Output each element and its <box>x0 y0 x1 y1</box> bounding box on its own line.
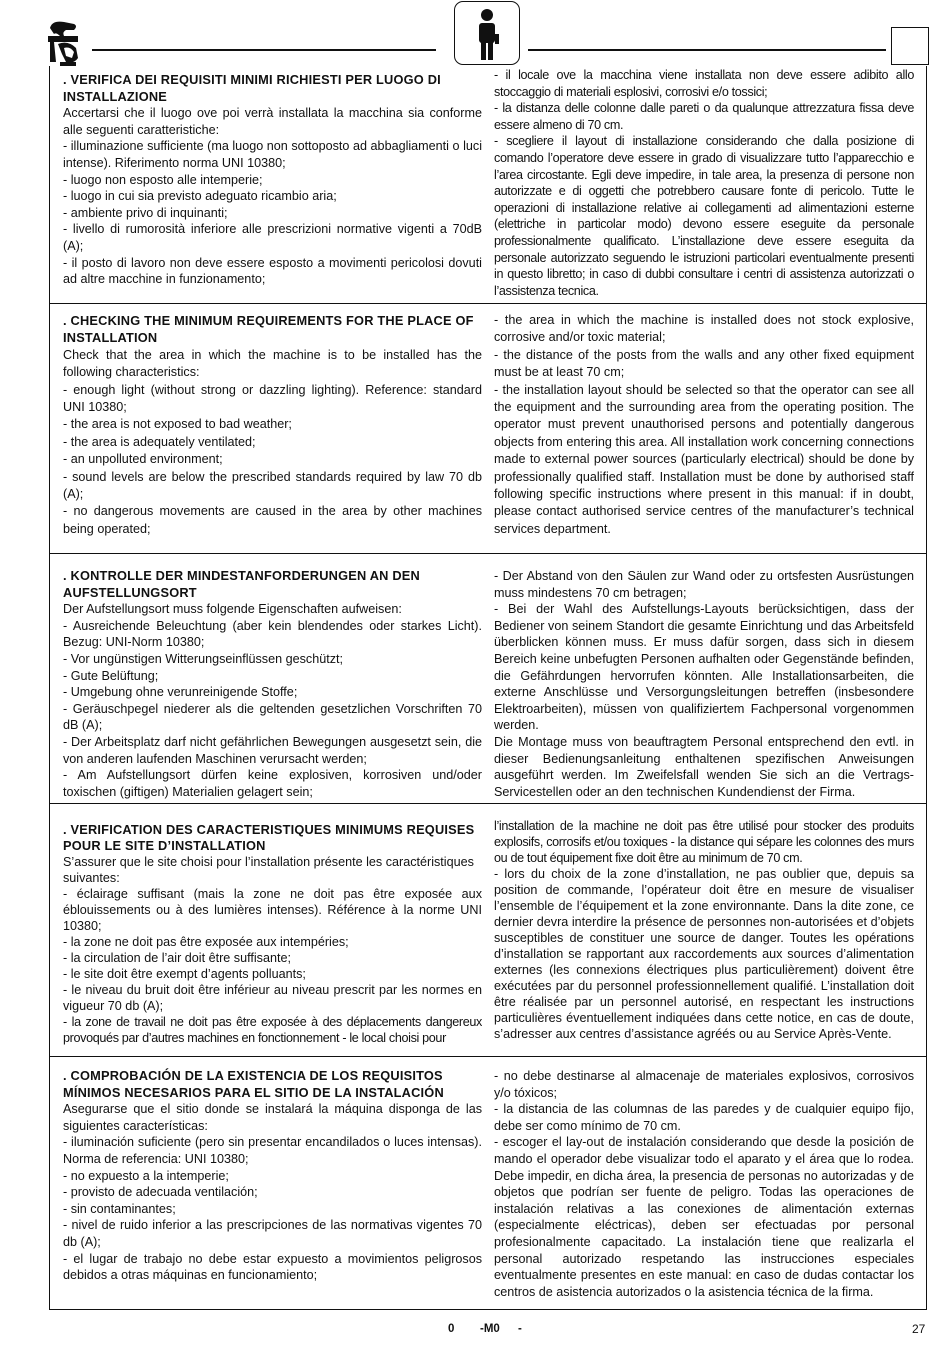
list-item: - Gute Belüftung; <box>63 668 159 683</box>
section-en-left <box>63 312 482 548</box>
section-es-right <box>494 1068 914 1306</box>
list-item: - Umgebung ohne verunreinigende Stoffe; <box>63 685 298 700</box>
header-rule-left <box>92 49 436 51</box>
list-item: - the distance of the posts from the walls and any other fixed equipment must be at least 70 cm; <box>494 347 914 380</box>
list-item: - scegliere il layout di installazione considerando che dalla posizione di comando l’operatore deve essere in grado di visualizzare tutto l’apparecchio e l’area circostante. Egli deve impedire, in tale area, la presenza di persone non autorizzate e di oggetti che potrebbero causare fonte di pericolo. Tutte le operazioni di installazione relative ai collegamenti ad alimentazioni esterne (elettriche in particolar modo) devono essere eseguite da personale professionalmente qualificato. L’installazione deve essere eseguita da personale autorizzato seguendo le istruzioni particolari eventualmente presenti in questo libretto; in caso di dubbi consultare i centri di assistenza autorizzati o l’assistenza tecnica. <box>494 134 914 298</box>
section-de-left <box>63 568 482 802</box>
list-item: - Bei der Wahl des Aufstellungs-Layouts berücksichtigen, dass der Bediener von seinem Standort die gesamte Einrichtung und das Arbeitsfeld überblicken können muss. Er muss dafür sorgen, dass sich in diesem Bereich keine unbefugten Personen aufhalten oder Gegenstände befinden, die Gefährdungen hervorrufen könnten. Alle Installationsarbeiten, die externe Anschlüsse und Versorgungsleitungen betreffen (insbesondere Elektroarbeiten), müssen von qualifiziertem Fachpersonal vorgenommen werden. <box>494 602 914 733</box>
list-item: - Am Aufstellungsort dürfen keine explosiven, korrosiven und/oder toxischen (giftigen) Materialien gelagert sein; <box>63 768 482 799</box>
list-item: - livello di rumorosità inferiore alle prescrizioni normative vigenti a 70dB (A); <box>63 222 482 253</box>
list-item: - la zone de travail ne doit pas être exposée à des déplacements dangereux provoqués par d’autres machines en fonctionnement - le local choisi pour <box>63 1015 482 1045</box>
page-number: 27 <box>912 1322 926 1336</box>
paragraph: l’installation de la machine ne doit pas être utilisé pour stocker des produits explosifs, corrosifs et/ou toxiques - la distance qui sépare les colonnes des murs ou de tout équipement fixe doit être au minimum de 70 cm. <box>494 819 914 865</box>
corner-box <box>891 27 929 65</box>
header-rule-right <box>528 49 886 51</box>
section-divider <box>49 553 927 554</box>
list-item: - escoger el lay-out de instalación considerando que desde la posición de mando el operador debe visualizar todo el aparato y el área que lo rodea. Debe impedir, en dicha área, la presencia de personas no autorizadas y de objetos que podrían ser fuente de peligro. Todas las operaciones de instalación relativas a las conexiones de alimentación externas (especialmente eléctricas), deben ser efectuadas por personal profesionalmente capacitado. La instalación tiene que realizarla el personal autorizado respetando las instrucciones especiales eventualmente presentes en este manual: en caso de dudas contactar los centros de asistencia autorizados o la asistencia técnica de la firma. <box>494 1135 914 1299</box>
section-heading: . VERIFICA DEI REQUISITI MINIMI RICHIESTI PER LUOGO DI INSTALLAZIONE <box>63 72 441 104</box>
list-item: - sound levels are below the prescribed standards required by law 70 db (A); <box>63 469 482 502</box>
list-item: - enough light (without strong or dazzling lighting). Reference: standard UNI 10380; <box>63 382 482 415</box>
list-item: - no expuesto a la intemperie; <box>63 1168 229 1183</box>
section-fr-right <box>494 818 914 1054</box>
list-item: - éclairage suffisant (mais la zone ne doit pas être exposée aux éblouissements ou à des lumières intenses). Référence à la norme UNI 10380; <box>63 887 482 933</box>
list-item: - la distancia de las columnas de las paredes y de cualquier equipo fijo, debe ser como mínimo de 70 cm. <box>494 1102 914 1133</box>
list-item: - the area is not exposed to bad weather; <box>63 417 292 432</box>
list-item: - la zone ne doit pas être exposée aux intempéries; <box>63 935 349 949</box>
footer-code-part: -M0 <box>480 1323 500 1335</box>
section-divider <box>49 303 927 304</box>
list-item: - le niveau du bruit doit être inférieur au niveau prescrit par les normes en vigueur 70 db (A); <box>63 983 482 1013</box>
list-item: - luogo non esposto alle intemperie; <box>63 172 263 187</box>
paragraph: Accertarsi che il luogo ove poi verrà installata la macchina sia conforme alle seguenti caratteristiche: <box>63 106 482 137</box>
list-item: - Der Arbeitsplatz darf nicht gefährlichen Bewegungen ausgesetzt sein, die von anderen laufenden Maschinen verursacht werden; <box>63 734 482 766</box>
frame-right-border <box>926 66 927 1310</box>
section-en-right <box>494 312 914 548</box>
list-item: - il posto di lavoro non deve essere esposto a movimenti pericolosi dovuti ad altre macchine in funzionamento; <box>63 255 482 287</box>
section-heading: . VERIFICATION DES CARACTERISTIQUES MINIMUMS REQUISES POUR LE SITE D’INSTALLATION <box>63 822 475 853</box>
section-es-left <box>63 1068 482 1306</box>
list-item: - the installation layout should be selected so that the operator can see all the equipment and the surrounding area from the operating position. The operator must prevent unauthorised persons and potentially dangerous objects from entering this area. All installation work concerning connections made to external power sources (particularly electrical) should be done by professionally qualified staff. Installation must be done by authorised staff following specific instructions where present in this manual: if in doubt, please contact authorised service centres of the manufacturer’s technical services department. <box>494 382 914 536</box>
paragraph: S’assurer que le site choisi pour l’installation présente les caractéristiques suivantes: <box>63 855 474 885</box>
list-item: - ambiente privo di inquinanti; <box>63 205 228 220</box>
list-item: - lors du choix de la zone d’installation, ne pas oublier que, depuis sa position de commande, l’opérateur doit être en mesure de visualiser l’ensemble de l’équipement et la zone environnante. Dans la dite zone, ce dernier devra interdire la présence de personnes non-autorisées et d’objets susceptibles de constituer une source de danger. Toutes les opérations d’installation se rapportant aux raccordements aux sources d’alimentation externes (les connexions électriques plus particulièrement) doivent être exécutées par du personnel professionnellement qualifié. L’installation doit être réalisée par un personnel autorisé, en respectant les instructions particulières éventuellement indiquées dans cette notice, en cas de doute, s’adresser aux centres d’assistance agréés ou au Service Après-Vente. <box>494 867 914 1041</box>
list-item: - iluminación suficiente (pero sin presentar encandilados o luces intensas). Norma de referencia: UNI 10380; <box>63 1135 482 1166</box>
section-heading: . KONTROLLE DER MINDESTANFORDERUNGEN AN DEN AUFSTELLUNGSORT <box>63 568 420 600</box>
section-it-left <box>63 72 482 300</box>
tools-logo-icon <box>44 18 86 68</box>
list-item: - Geräuschpegel niederer als die geltenden gesetzlichen Vorschriften 70 dB (A); <box>63 701 482 733</box>
paragraph: Check that the area in which the machine is to be installed has the following characteristics: <box>63 347 482 380</box>
section-heading: . COMPROBACIÓN DE LA EXISTENCIA DE LOS REQUISITOS MÍNIMOS NECESARIOS PARA EL SITIO DE LA INSTALACIÓN <box>63 1068 444 1100</box>
list-item: - Der Abstand von den Säulen zur Wand oder zu ortsfesten Ausrüstungen muss mindestens 70 cm betragen; <box>494 569 914 600</box>
list-item: - il locale ove la macchina viene installata non deve essere adibito allo stoccaggio di materiali esplosivi, corrosivi e/o tossici; <box>494 68 914 99</box>
list-item: - no debe destinarse al almacenaje de materiales explosivos, corrosivos y/o tóxicos; <box>494 1069 914 1100</box>
paragraph: Der Aufstellungsort muss folgende Eigenschaften aufweisen: <box>63 602 402 617</box>
list-item: - the area is adequately ventilated; <box>63 434 256 449</box>
list-item: - el lugar de trabajo no debe estar expuesto a movimientos peligrosos debidos a otras máquinas en funcionamiento; <box>63 1251 482 1283</box>
footer-code-part: 0 <box>448 1323 455 1335</box>
list-item: - la distanza delle colonne dalle pareti o da qualunque attrezzatura fissa deve essere almeno di 70 cm. <box>494 101 914 132</box>
list-item: - luogo in cui sia previsto adeguato ricambio aria; <box>63 189 337 204</box>
list-item: - provisto de adecuada ventilación; <box>63 1185 258 1200</box>
list-item: - no dangerous movements are caused in the area by other machines being operated; <box>63 504 482 536</box>
list-item: - le site doit être exempt d’agents polluants; <box>63 967 306 981</box>
section-divider <box>49 1056 927 1057</box>
paragraph: Die Montage muss von beauftragtem Personal entsprechend den evtl. in dieser Bedienungsanleitung enthaltenen spezifischen Anweisungen ausgeführt werden. Im Zweifelsfall wenden Sie sich an die Vertrags-Servicestellen oder an den technischen Kundendienst der Firma. <box>494 734 914 799</box>
section-it-right <box>494 67 914 300</box>
section-divider <box>49 803 927 804</box>
frame-left-border <box>49 66 50 1310</box>
list-item: - la circulation de l’air doit être suffisante; <box>63 951 291 965</box>
list-item: - sin contaminantes; <box>63 1201 176 1216</box>
list-item: - illuminazione sufficiente (ma luogo non sottoposto ad abbagliamenti o luci intense). Riferimento norma UNI 10380; <box>63 139 482 170</box>
list-item: - the area in which the machine is installed does not stock explosive, corrosive and/or toxic material; <box>494 313 914 345</box>
section-de-right <box>494 568 914 802</box>
operator-person-icon <box>454 1 520 65</box>
section-fr-left <box>63 822 482 1054</box>
frame-bottom-border <box>49 1309 927 1310</box>
list-item: - an unpolluted environment; <box>63 452 223 467</box>
list-item: - nivel de ruido inferior a las prescripciones de las normativas vigentes 70 db (A); <box>63 1218 482 1249</box>
list-item: - Ausreichende Beleuchtung (aber kein blendendes oder starkes Licht). Bezug: UNI-Norm 10380; <box>63 618 482 650</box>
section-heading: . CHECKING THE MINIMUM REQUIREMENTS FOR THE PLACE OF INSTALLATION <box>63 313 474 346</box>
list-item: - Vor ungünstigen Witterungseinflüssen geschützt; <box>63 651 344 666</box>
footer-code-part: - <box>518 1323 522 1335</box>
paragraph: Asegurarse que el sitio donde se instalará la máquina disponga de las siguientes características: <box>63 1102 482 1133</box>
